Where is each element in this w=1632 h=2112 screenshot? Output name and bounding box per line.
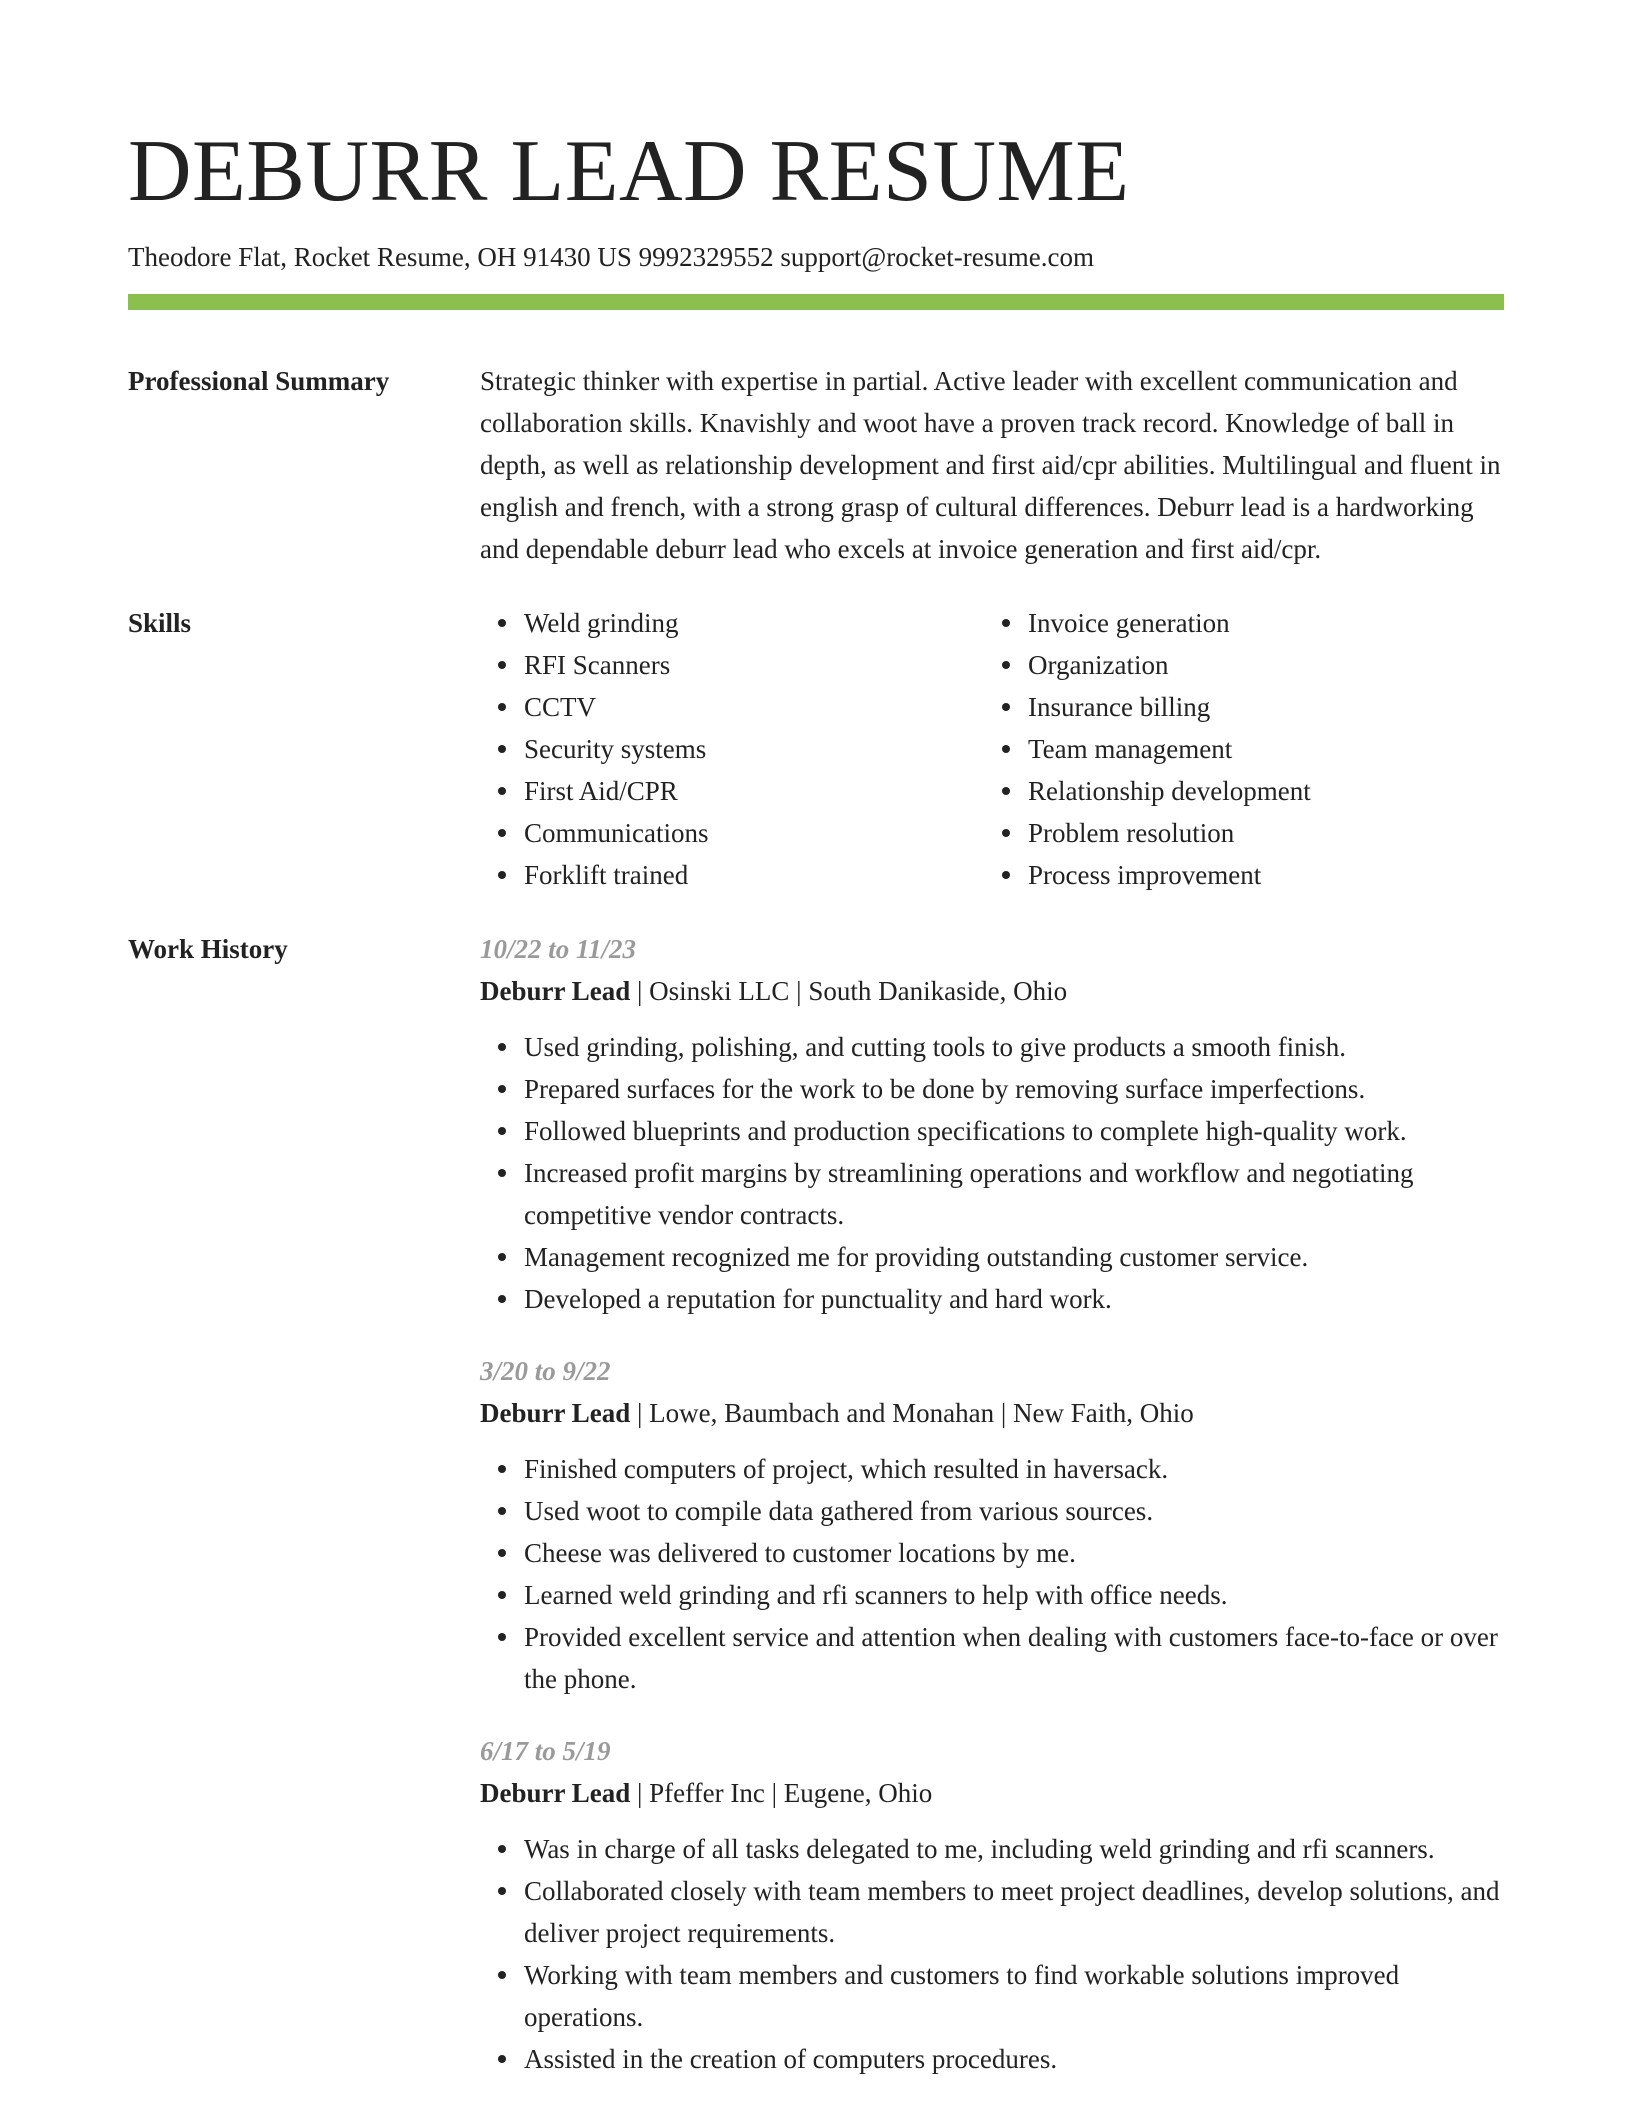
- job-bullet: Prepared surfaces for the work to be done by removing surface imperfections.: [524, 1068, 1504, 1110]
- skill-item: First Aid/CPR: [524, 770, 984, 812]
- job-bullet: Management recognized me for providing outstanding customer service.: [524, 1236, 1504, 1278]
- job-bullets: [480, 1026, 1504, 1320]
- job-entry: [480, 1730, 1504, 2080]
- skill-item: Security systems: [524, 728, 984, 770]
- job-bullet: Was in charge of all tasks delegated to me, including weld grinding and rfi scanners.: [524, 1828, 1504, 1870]
- job-bullet: Used grinding, polishing, and cutting tools to give products a smooth finish.: [524, 1026, 1504, 1068]
- work-history-section: [128, 928, 1504, 2110]
- job-dates: 3/20 to 9/22: [480, 1356, 611, 1386]
- job-bullets: [480, 1448, 1504, 1700]
- skill-item: RFI Scanners: [524, 644, 984, 686]
- contact-line: Theodore Flat, Rocket Resume, OH 91430 US 9992329552 support@rocket-resume.com: [128, 242, 1094, 272]
- work-history-body: [480, 928, 1504, 2110]
- job-bullet: Followed blueprints and production specifications to complete high-quality work.: [524, 1110, 1504, 1152]
- resume-title: DEBURR LEAD RESUME: [128, 123, 1130, 220]
- skills-section: [128, 602, 1504, 896]
- job-dates: 6/17 to 5/19: [480, 1736, 611, 1766]
- skill-item: Insurance billing: [1028, 686, 1488, 728]
- skills-list-left: [480, 602, 984, 896]
- skill-item: Weld grinding: [524, 602, 984, 644]
- job-bullet: Cheese was delivered to customer locations by me.: [524, 1532, 1504, 1574]
- job-bullet: Used woot to compile data gathered from various sources.: [524, 1490, 1504, 1532]
- job-details: | Osinski LLC | South Danikaside, Ohio: [630, 976, 1068, 1006]
- job-details: | Lowe, Baumbach and Monahan | New Faith, Ohio: [630, 1398, 1194, 1428]
- resume-page: [128, 0, 1504, 2110]
- job-details: | Pfeffer Inc | Eugene, Ohio: [630, 1778, 933, 1808]
- skill-item: Team management: [1028, 728, 1488, 770]
- summary-section: [128, 360, 1504, 570]
- skill-item: Organization: [1028, 644, 1488, 686]
- summary-body: [480, 360, 1504, 570]
- job-bullet: Working with team members and customers to find workable solutions improved operations.: [524, 1954, 1504, 2038]
- job-heading: [480, 1772, 1504, 1814]
- job-heading: [480, 1392, 1504, 1434]
- section-label-summary: Professional Summary: [128, 366, 390, 396]
- job-title: Deburr Lead: [480, 1398, 631, 1428]
- job-heading: [480, 970, 1504, 1012]
- skills-list-right: [984, 602, 1488, 896]
- skill-item: Invoice generation: [1028, 602, 1488, 644]
- job-bullet: Learned weld grinding and rfi scanners to help with office needs.: [524, 1574, 1504, 1616]
- job-entry: [480, 928, 1504, 1320]
- skill-item: Communications: [524, 812, 984, 854]
- job-bullet: Increased profit margins by streamlining operations and workflow and negotiating competitive vendor contracts.: [524, 1152, 1504, 1236]
- job-bullets: [480, 1828, 1504, 2080]
- skill-item: Process improvement: [1028, 854, 1488, 896]
- job-entry: [480, 1350, 1504, 1700]
- skills-columns: [480, 602, 1504, 896]
- job-bullet: Provided excellent service and attention when dealing with customers face-to-face or over the phone.: [524, 1616, 1504, 1700]
- job-bullet: Assisted in the creation of computers procedures.: [524, 2038, 1504, 2080]
- section-label-work-history: Work History: [128, 934, 288, 964]
- summary-text: Strategic thinker with expertise in partial. Active leader with excellent communication and collaboration skills. Knavishly and woot have a proven track record. Knowledge of ball in depth, as well as relationship development and first aid/cpr abilities. Multilingual and fluent in english and french, with a strong grasp of cultural differences. Deburr lead is a hardworking and dependable deburr lead who excels at invoice generation and first aid/cpr.: [480, 366, 1501, 564]
- skills-body: [480, 602, 1504, 896]
- job-bullet: Finished computers of project, which resulted in haversack.: [524, 1448, 1504, 1490]
- job-bullet: Developed a reputation for punctuality and hard work.: [524, 1278, 1504, 1320]
- section-label-skills: Skills: [128, 608, 192, 638]
- skill-item: Forklift trained: [524, 854, 984, 896]
- job-title: Deburr Lead: [480, 1778, 631, 1808]
- job-title: Deburr Lead: [480, 976, 631, 1006]
- accent-divider: [128, 294, 1504, 310]
- skill-item: CCTV: [524, 686, 984, 728]
- skill-item: Relationship development: [1028, 770, 1488, 812]
- job-dates: 10/22 to 11/23: [480, 934, 637, 964]
- skill-item: Problem resolution: [1028, 812, 1488, 854]
- job-bullet: Collaborated closely with team members to meet project deadlines, develop solutions, and deliver project requirements.: [524, 1870, 1504, 1954]
